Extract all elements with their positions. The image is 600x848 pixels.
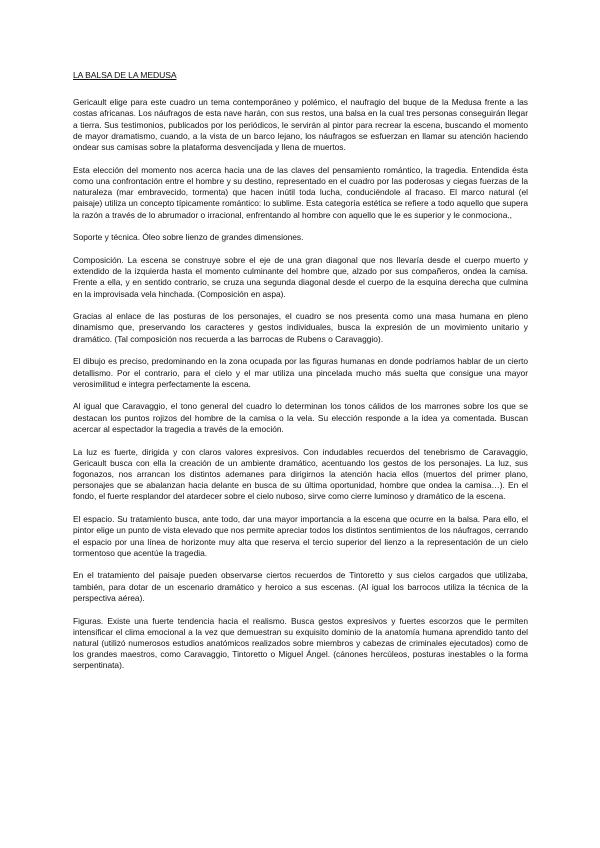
paragraph-soporte: Soporte y técnica. Óleo sobre lienzo de grandes dimensiones. <box>73 232 304 243</box>
paragraph-figuras: Figuras. Existe una fuerte tendencia hacia el realismo. Busca gestos expresivos y fuertes escorzos que le permiten intensificar el clima emocional a la vez que demuestran su exquisito dominio de la anatomía humana aprendido tanto del natural (utilizó numerosos estudios anatómicos realizados sobre miembros y cabezas de criminales ejecutados) como de los grandes maestros, como Caravaggio, Tintoretto o Miguel Ángel. (cánones hercúleos, posturas inestables o la forma serpentinata). <box>73 615 528 671</box>
paragraph-espacio: El espacio. Su tratamiento busca, ante todo, dar una mayor importancia a la escena que ocurre en la balsa. Para ello, el pintor elige un punto de vista elevado que nos permite apreciar todos los distintos sentimientos de los náufragos, cerrando el espacio por una línea de horizonte muy alta que reserva el tercio superior del lienzo a la representación de un cielo tormentoso que acentúe la tragedia. <box>73 514 528 558</box>
paragraph-luz: La luz es fuerte, dirigida y con claros valores expresivos. Con indudables recuerdos del tenebrismo de Caravaggio, Gericault busca con ella la creación de un ambiente dramático, acentuando los gestos de los personajes. La luz, sus fogonazos, nos arrancan los distintos ademanes para dirigirnos la atención hacia ellos (muertos del primer plano, personajes que se abalanzan hacia delante en busca de su última oportunidad, hombre que ondea la camisa…). En el fondo, el fuerte resplandor del atardecer sobre el cielo nuboso, sirve como cierre luminoso y dramático de la escena. <box>73 446 528 502</box>
paragraph-composicion: Composición. La escena se construye sobre el eje de una gran diagonal que nos llevaría desde el cuerpo muerto y extendido de la izquierda hasta el momento culminante del hombre que, alzado por sus compañeros, ondea la camisa. Frente a ella, y en sentido contrario, se cruza una segunda diagonal desde el cuerpo de la esquina derecha que culmina en la improvisada vela hinchada. (Composición en aspa). <box>73 254 528 299</box>
paragraph-intro: Gericault elige para este cuadro un tema contemporáneo y polémico, el naufragio del buque de la Medusa frente a las costas africanas. Los náufragos de esta nave harán, con sus restos, una balsa en la cual tres personas conseguirán llegar a tierra. Sus testimonios, publicados por los periódicos, le servirán al pintor para recrear la escena, buscando el momento de mayor dramatismo, cuando, a la vista de un barco lejano, los náufragos se esfuerzan en llamar su atención haciendo ondear sus camisas sobre la plataforma desvencijada y llena de muertos. <box>73 97 528 153</box>
paragraph-dibujo: El dibujo es preciso, predominando en la zona ocupada por las figuras humanas en donde podríamos hablar de un cierto detallismo. Por el contrario, para el cielo y el mar utiliza una pincelada mucho más suelta que consigue una mayor verosimilitud e integra perfectamente la escena. <box>73 356 528 389</box>
paragraph-posturas: Gracias al enlace de las posturas de los personajes, el cuadro se nos presenta como una masa humana en pleno dinamismo que, preservando los caracteres y gestos individuales, busca la expresión de un movimiento unitario y dramático. (Tal composición nos recuerda a las barrocas de Rubens o Caravaggio). <box>73 311 528 344</box>
document-title: LA BALSA DE LA MEDUSA <box>73 70 177 80</box>
document-page <box>73 70 528 683</box>
paragraph-tragedia: Esta elección del momento nos acerca hacia una de las claves del pensamiento romántico, la tragedia. Entendida ésta como una confrontación entre el hombre y su destino, representado en el cuadro por las poderosas y ciegas fuerzas de la naturaleza (mar embravecido, tormenta) que hacen inútil toda lucha, conduciéndole al fracaso. El marco natural (el paisaje) utiliza un concepto típicamente romántico: lo sublime. Esta categoría estética se refiere a todo aquello que supera la razón a través de lo abrumador o irracional, enfrentando al hombre con aquello que le es superior y le conmociona., <box>73 164 528 220</box>
paragraph-paisaje: En el tratamiento del paisaje pueden observarse ciertos recuerdos de Tintoretto y sus cielos cargados que utilizaba, también, para dotar de un escenario dramático y heroico a sus escenas. (Al igual los barrocos utiliza la técnica de la perspectiva aérea). <box>73 570 528 603</box>
paragraph-color: Al igual que Caravaggio, el tono general del cuadro lo determinan los tonos cálidos de los marrones sobre los que se destacan los puntos rojizos del hombre de la camisa o la vela. Su elección responde a la idea ya comentada. Buscan acercar al espectador la tragedia a través de la emoción. <box>73 401 528 434</box>
